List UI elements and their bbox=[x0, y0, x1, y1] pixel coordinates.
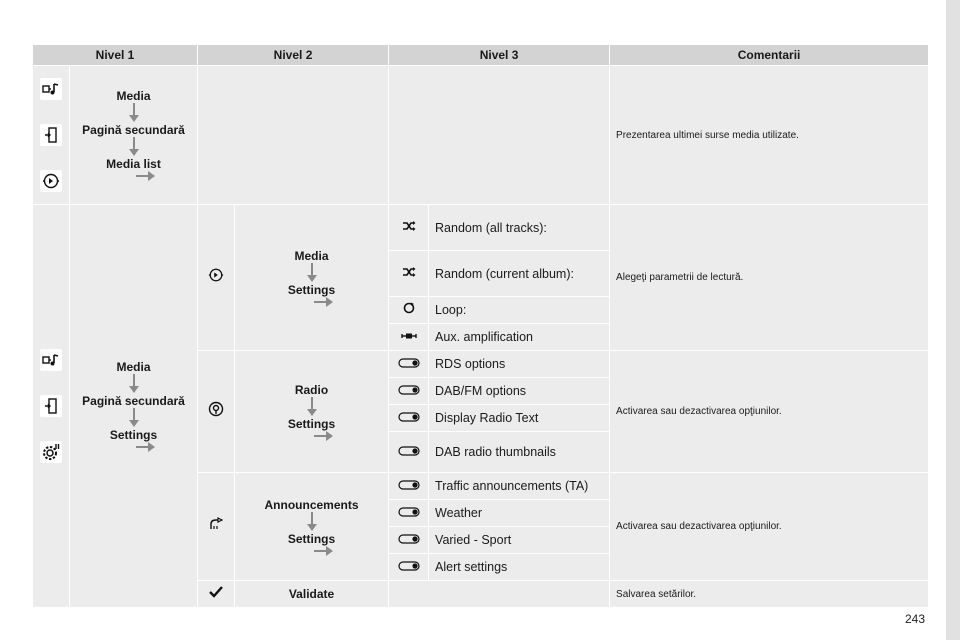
level1-media-list-label: Media list bbox=[106, 157, 161, 171]
level2-settings-label: Settings bbox=[287, 282, 336, 297]
media-icon bbox=[40, 349, 62, 371]
header-nivel-1: Nivel 1 bbox=[33, 45, 198, 66]
toggle-icon bbox=[398, 446, 420, 456]
table-row-option bbox=[33, 205, 929, 251]
shuffle-icon-cell bbox=[389, 251, 429, 297]
option-traffic-announcements[interactable]: Traffic announcements (TA) bbox=[429, 473, 610, 500]
media-settings-comment: Alegeţi parametrii de lectură. bbox=[610, 205, 929, 351]
shuffle-icon-cell bbox=[389, 205, 429, 251]
header-comentarii: Comentarii bbox=[610, 45, 929, 66]
table-row-media-list bbox=[33, 66, 929, 205]
header-nivel-2: Nivel 2 bbox=[198, 45, 389, 66]
arrow-right-icon bbox=[136, 171, 156, 181]
page-number: 243 bbox=[905, 612, 926, 626]
media-settings-flow-cell bbox=[235, 205, 389, 351]
media-settings-icon-cell bbox=[198, 205, 235, 351]
radio-settings-flow-cell bbox=[235, 351, 389, 473]
level2-radio-label: Radio bbox=[294, 382, 329, 397]
option-varied-sport[interactable]: Varied - Sport bbox=[429, 527, 610, 554]
radio-icon bbox=[208, 401, 224, 417]
header-nivel-3: Nivel 3 bbox=[389, 45, 610, 66]
toggle-icon-cell bbox=[389, 473, 429, 500]
level1-media-label: Media bbox=[116, 89, 151, 103]
validate-comment: Salvarea setărilor. bbox=[610, 581, 929, 608]
row1-comment: Prezentarea ultimei surse media utilizate. bbox=[610, 66, 929, 205]
arrow-down-icon bbox=[128, 374, 140, 394]
radio-settings-comment: Activarea sau dezactivarea opţiunilor. bbox=[610, 351, 929, 473]
announcements-icon-cell bbox=[198, 473, 235, 581]
validate-label[interactable]: Validate bbox=[235, 581, 389, 608]
toggle-icon bbox=[398, 412, 420, 422]
toggle-icon-cell bbox=[389, 351, 429, 378]
checkmark-icon[interactable] bbox=[209, 586, 223, 598]
table-header bbox=[33, 45, 929, 66]
arrow-down-icon bbox=[306, 263, 318, 283]
secondary-page-icon bbox=[40, 124, 62, 146]
aux-icon bbox=[401, 331, 417, 341]
arrow-down-icon bbox=[306, 512, 318, 532]
toggle-icon-cell bbox=[389, 432, 429, 473]
level1-secondary-page-label: Pagină secundară bbox=[82, 394, 185, 408]
option-dab-fm-options[interactable]: DAB/FM options bbox=[429, 378, 610, 405]
toggle-icon bbox=[398, 480, 420, 490]
arrow-right-icon bbox=[136, 442, 156, 452]
loop-icon-cell bbox=[389, 297, 429, 324]
option-aux-amplification[interactable]: Aux. amplification bbox=[429, 324, 610, 351]
group-icons-cell bbox=[33, 205, 70, 608]
option-weather[interactable]: Weather bbox=[429, 500, 610, 527]
toggle-icon-cell bbox=[389, 527, 429, 554]
announcements-comment: Activarea sau dezactivarea opţiunilor. bbox=[610, 473, 929, 581]
row1-icons-cell bbox=[33, 66, 70, 205]
page-edge-bar bbox=[946, 0, 960, 640]
row1-level3-empty bbox=[389, 66, 610, 205]
level2-settings-label: Settings bbox=[287, 531, 336, 546]
level2-settings-label: Settings bbox=[287, 416, 336, 431]
level2-announcements-label: Announcements bbox=[264, 497, 359, 512]
announcements-flow-cell bbox=[235, 473, 389, 581]
shuffle-icon bbox=[402, 220, 416, 232]
toggle-icon-cell bbox=[389, 378, 429, 405]
loop-icon bbox=[402, 302, 416, 314]
row1-flow-cell bbox=[70, 66, 198, 205]
media-list-icon bbox=[40, 170, 62, 192]
validate-level3-empty bbox=[389, 581, 610, 608]
toggle-icon bbox=[398, 507, 420, 517]
toggle-icon bbox=[398, 534, 420, 544]
aux-icon-cell bbox=[389, 324, 429, 351]
toggle-icon bbox=[398, 561, 420, 571]
validate-icon-cell bbox=[198, 581, 235, 608]
arrow-down-icon bbox=[128, 408, 140, 428]
arrow-down-icon bbox=[128, 137, 140, 157]
menu-table bbox=[32, 44, 929, 608]
option-rds-options[interactable]: RDS options bbox=[429, 351, 610, 378]
level2-media-label: Media bbox=[294, 248, 329, 263]
level1-secondary-page-label: Pagină secundară bbox=[82, 123, 185, 137]
row1-level2-empty bbox=[198, 66, 389, 205]
media-icon bbox=[40, 78, 62, 100]
level1-media-label: Media bbox=[116, 360, 151, 374]
level1-settings-label: Settings bbox=[109, 428, 158, 442]
radio-settings-icon-cell bbox=[198, 351, 235, 473]
secondary-page-icon bbox=[40, 395, 62, 417]
arrow-down-icon bbox=[306, 397, 318, 417]
toggle-icon-cell bbox=[389, 554, 429, 581]
shuffle-icon bbox=[402, 266, 416, 278]
arrow-right-icon bbox=[314, 297, 334, 307]
group-flow-cell bbox=[70, 205, 198, 608]
option-random-current-album[interactable]: Random (current album): bbox=[429, 251, 610, 297]
option-display-radio-text[interactable]: Display Radio Text bbox=[429, 405, 610, 432]
arrow-right-icon bbox=[314, 546, 334, 556]
toggle-icon bbox=[398, 358, 420, 368]
toggle-icon bbox=[398, 385, 420, 395]
option-loop[interactable]: Loop: bbox=[429, 297, 610, 324]
toggle-icon-cell bbox=[389, 500, 429, 527]
option-dab-radio-thumbnails[interactable]: DAB radio thumbnails bbox=[429, 432, 610, 473]
announcement-icon bbox=[208, 516, 224, 532]
option-random-all-tracks[interactable]: Random (all tracks): bbox=[429, 205, 610, 251]
media-disc-icon bbox=[208, 267, 224, 283]
arrow-down-icon bbox=[128, 103, 140, 123]
arrow-right-icon bbox=[314, 431, 334, 441]
toggle-icon-cell bbox=[389, 405, 429, 432]
settings-icon bbox=[40, 441, 62, 463]
option-alert-settings[interactable]: Alert settings bbox=[429, 554, 610, 581]
